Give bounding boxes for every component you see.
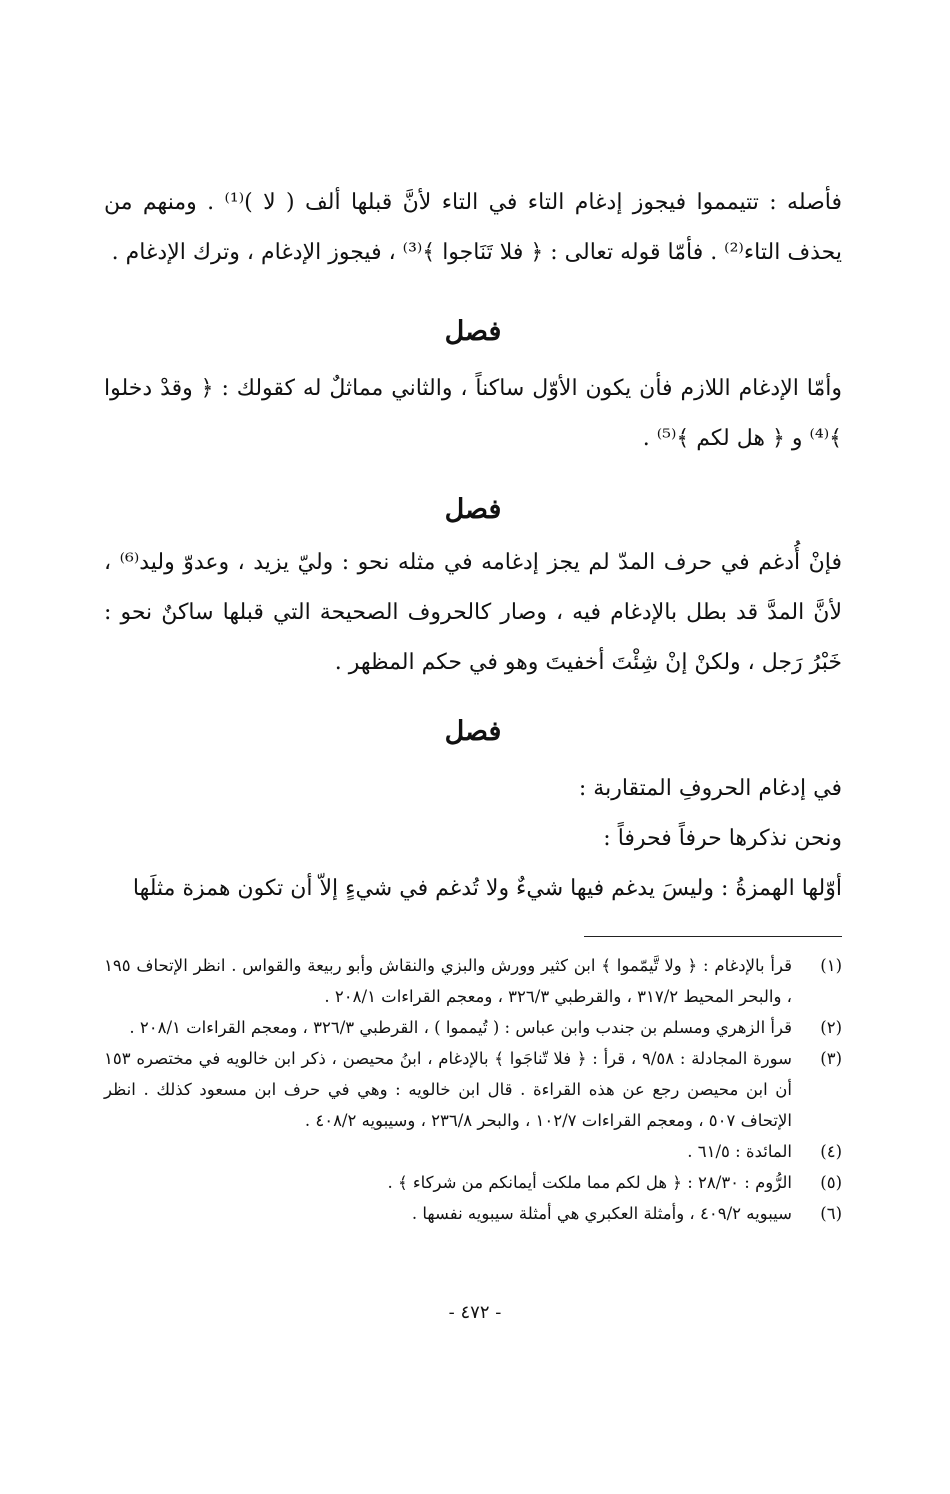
- footnotes: [104, 950, 842, 1229]
- footnote-6: [104, 1198, 842, 1229]
- footnote-number: (٣): [820, 1049, 842, 1068]
- section-4: [104, 764, 842, 914]
- footnote-number: (٢): [820, 1018, 842, 1037]
- footnote-1: [104, 950, 842, 1012]
- heading-fasl-1: فصل: [444, 316, 502, 347]
- footnote-text: سورة المجادلة : ٩/٥٨ ، قرأ : ﴿ فلا تّناجَوا ﴾ بالإدغام ، ابنُ محيصن ، ذكر ابن خالويه في مختصره ١٥٣ أن ابن محيصن رجع عن هذه القراءة . قال ابن خالويه : وهي في حرف ابن مسعود كذلك . انظر الإتحاف ٥٠٧ ، ومعجم القراءات ١٠٢/٧ ، والبحر ٢٣٦/٨ ، وسيبويه ٤٠٨/٢ .: [104, 1049, 792, 1130]
- footnote-5: [104, 1167, 842, 1198]
- footnote-divider: [584, 936, 842, 937]
- paragraph-3: فإنْ أُدغم في حرف المدّ لم يجز إدغامه في مثله نحو : وليّ يزيد ، وعدوّ وليد⁽⁶⁾ ، لأنَّ المدَّ قد بطل بالإدغام فيه ، وصار كالحروف الصحيحة التي قبلها ساكنٌ نحو : خَبْرُ رَجل ، ولكنْ إنْ شِئْتَ أخفيتَ وهو في حكم المظهر .: [104, 550, 842, 675]
- heading-fasl-3: فصل: [444, 716, 502, 747]
- paragraph-2: وأمّا الإدغام اللازم فأن يكون الأوّل ساكناً ، والثاني مماثلٌ له كقولك : ﴿ وقدْ دخلوا ﴾⁽⁴⁾ و ﴿ هل لكم ﴾⁽⁵⁾ .: [104, 376, 842, 451]
- paragraph-5: ونحن نذكرها حرفاً فحرفاً :: [603, 826, 842, 851]
- footnote-number: (١): [820, 956, 842, 975]
- footnote-3: [104, 1043, 842, 1136]
- paragraph-6: أوّلها الهمزةُ : وليسَ يدغم فيها شيءٌ ولا تُدغم في شيءٍ إلاّ أن تكون همزة مثلَها: [132, 876, 842, 901]
- heading-fasl-2: فصل: [444, 494, 502, 525]
- paragraph-1: فأصله : تتيمموا فيجوز إدغام التاء في التاء لأنَّ قبلها ألف ( لا )⁽¹⁾ . ومنهم من يحذف التاء⁽²⁾ . فأمّا قوله تعالى : ﴿ فلا تَنَاجوا ﴾⁽³⁾ ، فيجوز الإدغام ، وترك الإدغام .: [104, 190, 842, 265]
- section-heading-3: [104, 704, 842, 760]
- section-1: [104, 178, 842, 278]
- footnote-2: [104, 1012, 842, 1043]
- section-heading-2: [104, 482, 842, 538]
- footnote-4: [104, 1136, 842, 1167]
- footnote-text: قرأ الزهري ومسلم بن جندب وابن عباس : ( تُيمموا ) ، القرطبي ٣٢٦/٣ ، ومعجم القراءات ٢٠٨/١ .: [129, 1018, 792, 1037]
- footnote-number: (٥): [820, 1173, 842, 1192]
- paragraph-4: في إدغام الحروفِ المتقاربة :: [578, 776, 842, 801]
- footnote-text: المائدة : ٦١/٥ .: [687, 1142, 792, 1161]
- footnote-text: سيبويه ٤٠٩/٢ ، وأمثلة العكبري هي أمثلة سيبويه نفسها .: [411, 1204, 792, 1223]
- section-heading-1: [104, 304, 842, 360]
- section-2: [104, 364, 842, 464]
- footnote-number: (٤): [820, 1142, 842, 1161]
- footnote-text: قرأ بالإدغام : ﴿ ولا تَّيمّموا ﴾ ابن كثير وورش والبزي والنقاش وأبو ربيعة والقواس . انظر الإتحاف ١٩٥ ، والبحر المحيط ٣١٧/٢ ، والقرطبي ٣٢٦/٣ ، ومعجم القراءات ٢٠٨/١ .: [104, 956, 792, 1006]
- page-number: - ٤٧٢ -: [448, 1302, 502, 1323]
- footnote-text: الرُّوم : ٢٨/٣٠ : ﴿ هل لكم مما ملكت أيمانكم من شركاء ﴾ .: [387, 1173, 792, 1192]
- section-3: [104, 538, 842, 688]
- footnote-number: (٦): [820, 1204, 842, 1223]
